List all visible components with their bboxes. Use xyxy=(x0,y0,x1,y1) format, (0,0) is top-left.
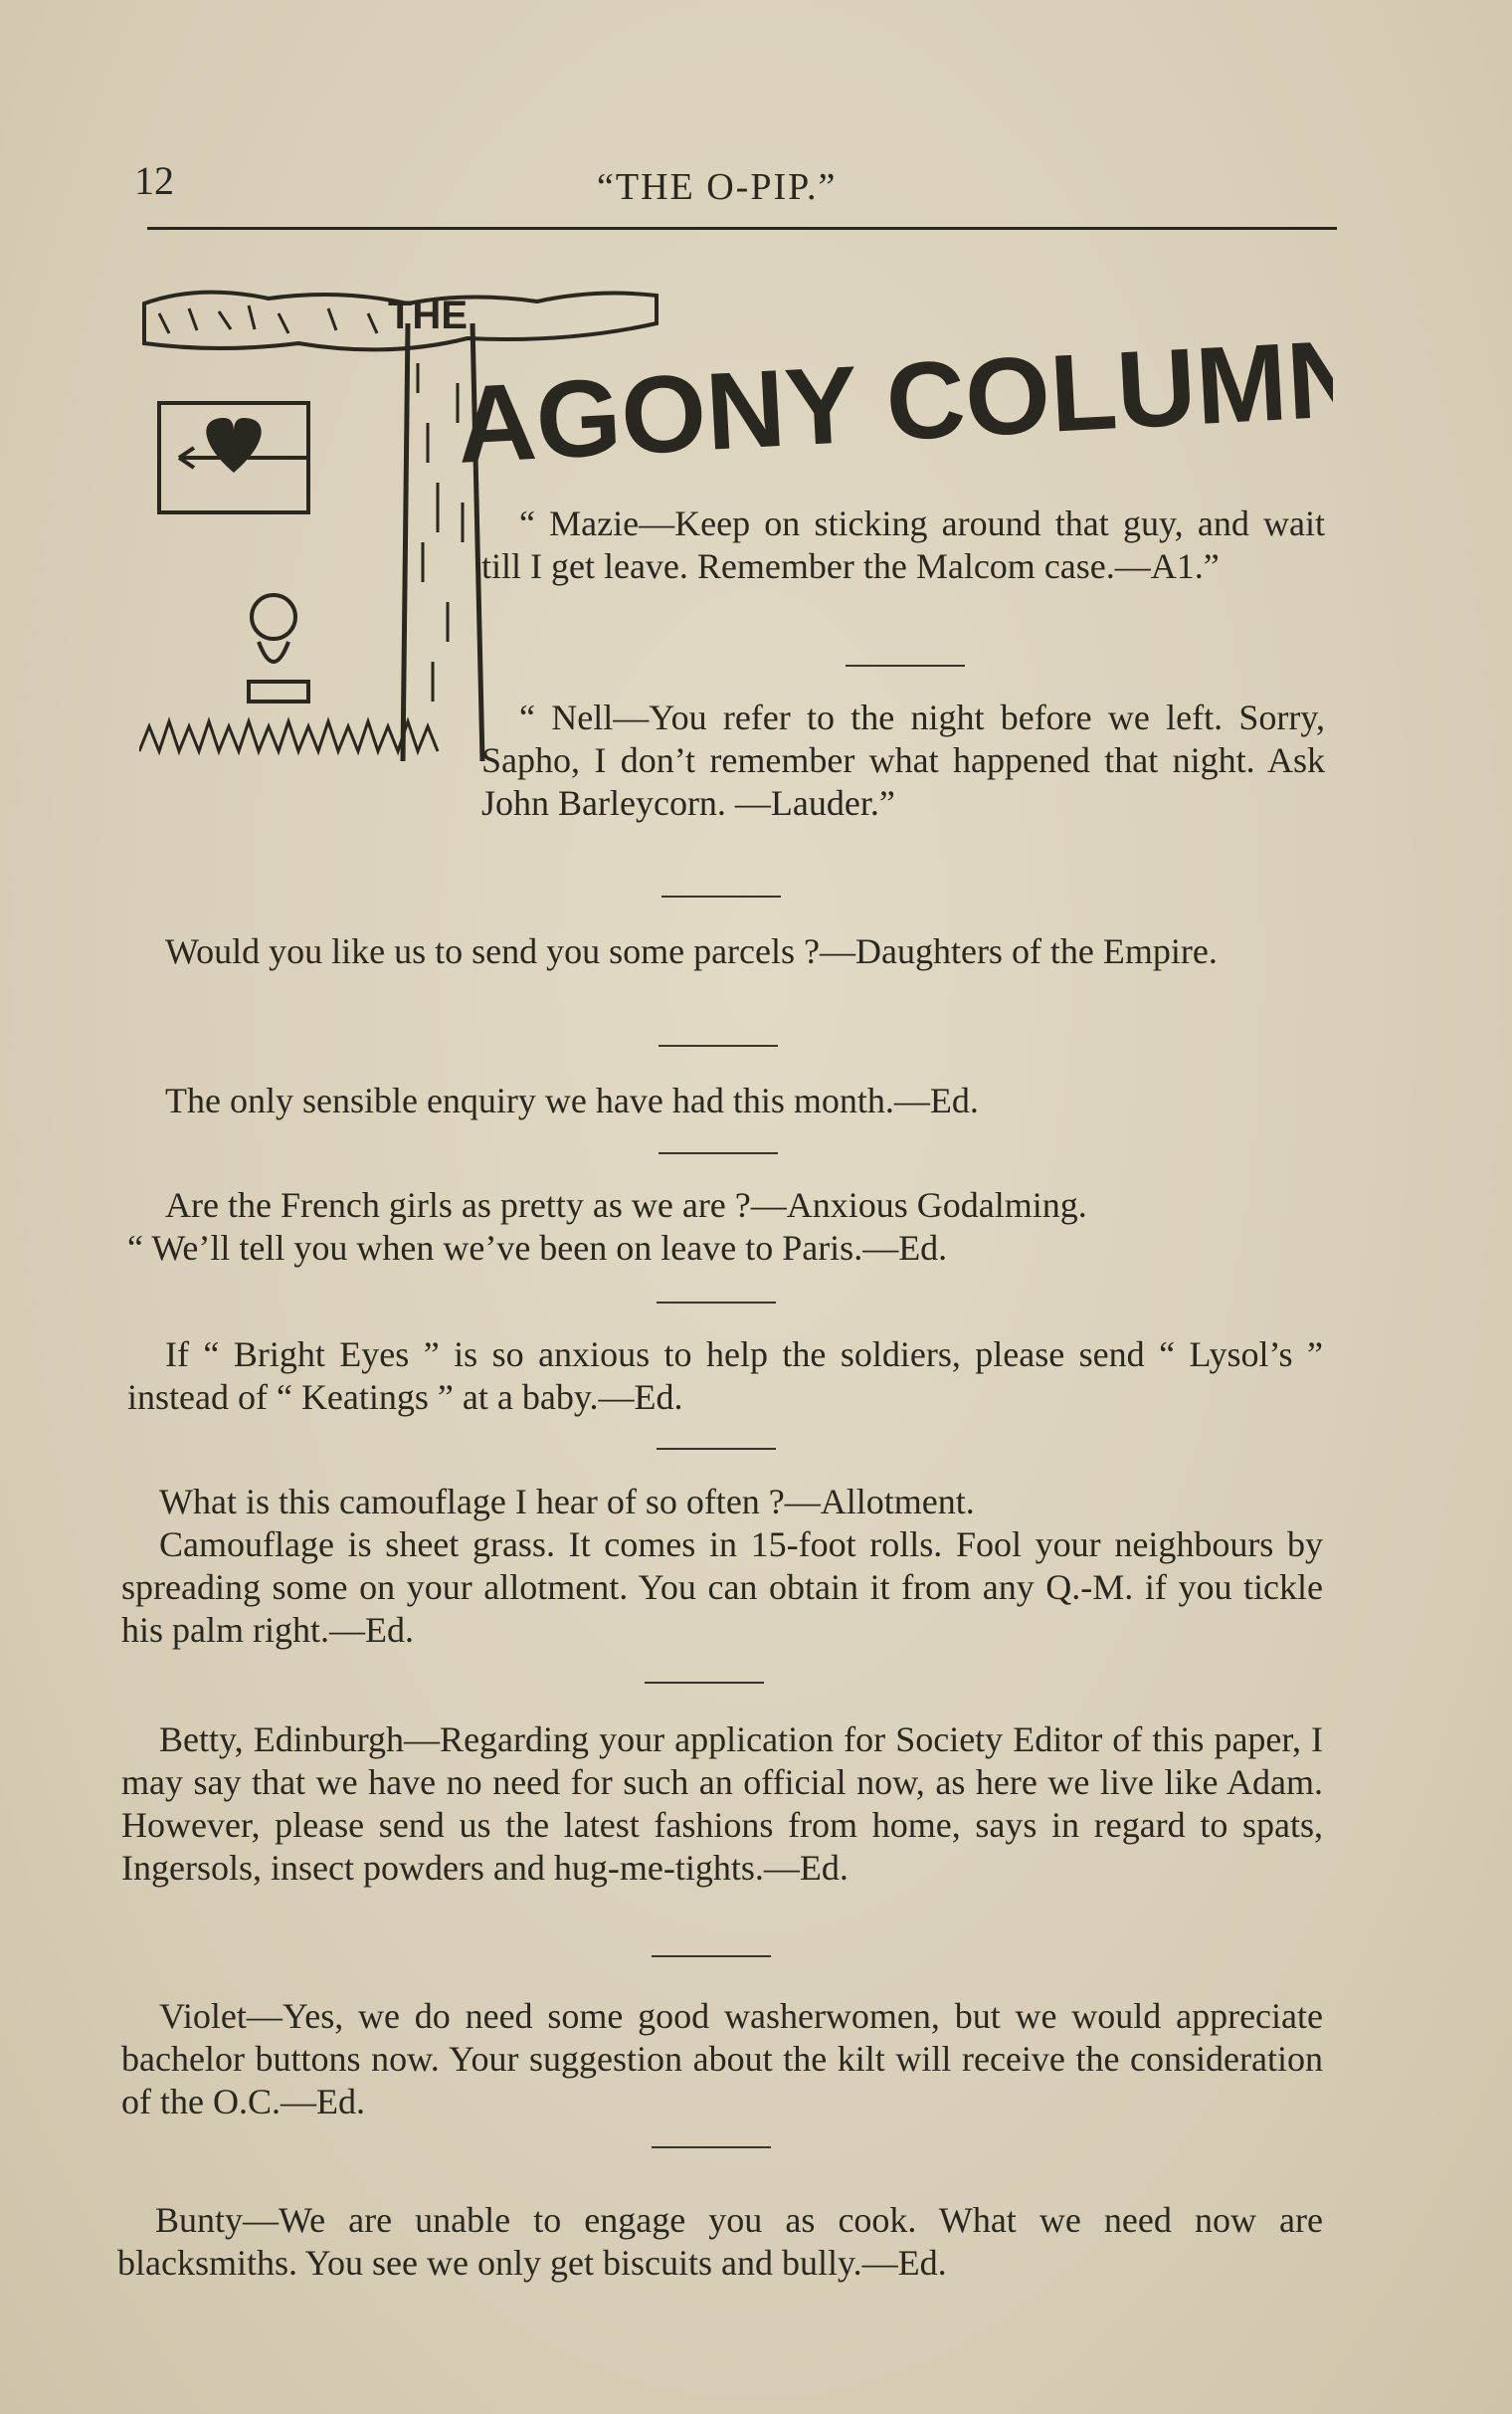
entry-text: Bunty—We are unable to engage you as cook. What we need now are blacksmiths. You see we only get biscuits and bully.—Ed. xyxy=(117,2200,1323,2283)
entry-text: “ Mazie—Keep on sticking around that guy, and wait till I get leave. Remember the Malcom case.—A1.” xyxy=(481,503,1325,586)
entry-text-reply: Camouflage is sheet grass. It comes in 15-foot rolls. Fool your neighbours by spreading some on your allotment. You can obtain it from any Q.-M. if you tickle his palm right.—Ed. xyxy=(121,1524,1323,1650)
divider xyxy=(662,896,781,898)
entry-bunty xyxy=(117,2199,1323,2285)
entry-camouflage xyxy=(121,1481,1323,1652)
entry-text: The only sensible enquiry we have had this month.—Ed. xyxy=(165,1081,979,1120)
page-number: 12 xyxy=(134,158,174,203)
entry-betty xyxy=(121,1718,1323,1890)
entry-text: Betty, Edinburgh—Regarding your application for Society Editor of this paper, I may say that we have no need for such an official now, as here we live like Adam. However, please send us the latest fashions from home, says in regard to spats, Ingersols, insect powders and hug-me-tights.—Ed. xyxy=(121,1719,1323,1888)
entry-french-girls xyxy=(127,1184,1323,1270)
entry-text: If “ Bright Eyes ” is so anxious to help the soldiers, please send “ Lysol’s ” instead of “ Keatings ” at a baby.—Ed. xyxy=(127,1334,1323,1417)
divider xyxy=(657,1302,776,1304)
masthead-title-small: THE xyxy=(388,294,468,337)
running-head: “THE O-PIP.” xyxy=(597,166,838,208)
entry-sensible xyxy=(127,1080,1323,1122)
divider xyxy=(659,1152,778,1154)
header-rule xyxy=(147,227,1337,230)
entry-daughters xyxy=(127,930,1323,973)
entry-text-reply: “ We’ll tell you when we’ve been on leave to Paris.—Ed. xyxy=(127,1228,948,1268)
entry-violet xyxy=(121,1995,1323,2123)
entry-text: “ Nell—You refer to the night before we left. Sorry, Sapho, I don’t remember what happened that night. Ask John Barleycorn. —Lauder.” xyxy=(481,698,1325,823)
divider xyxy=(652,1955,771,1957)
entry-bright-eyes xyxy=(127,1333,1323,1419)
entry-text: Are the French girls as pretty as we are ?—Anxious Godalming. xyxy=(165,1185,1087,1225)
divider xyxy=(657,1448,776,1450)
masthead-title: AGONY COLUMN xyxy=(454,316,1333,487)
entry-nell xyxy=(481,697,1325,825)
divider xyxy=(652,2146,771,2148)
divider xyxy=(846,665,965,667)
entry-text: Would you like us to send you some parcels ?—Daughters of the Empire. xyxy=(165,931,1218,971)
entry-text: What is this camouflage I hear of so often ?—Allotment. xyxy=(159,1482,975,1521)
entry-mazie xyxy=(481,503,1325,588)
divider xyxy=(659,1045,778,1047)
divider xyxy=(645,1682,764,1684)
entry-text: Violet—Yes, we do need some good washerwomen, but we would appreciate bachelor buttons now. Your suggestion about the kilt will receive the consideration of the O.C.—Ed. xyxy=(121,1996,1323,2121)
